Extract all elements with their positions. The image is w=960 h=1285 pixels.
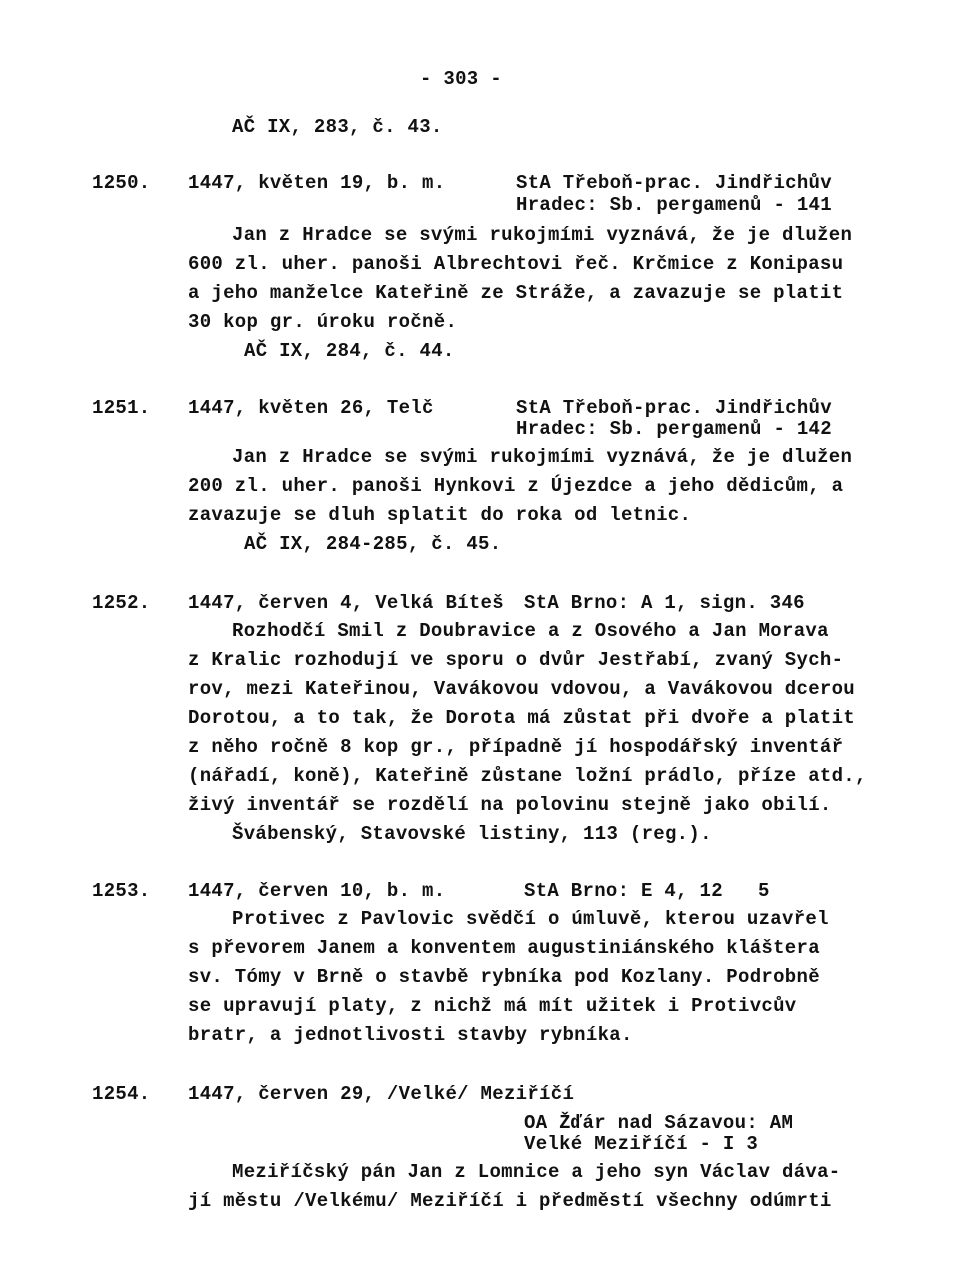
entry-text-line: živý inventář se rozdělí na polovinu stejně jako obilí. <box>188 794 832 816</box>
entry-text-line: Meziříčský pán Jan z Lomnice a jeho syn Václav dáva- <box>232 1161 841 1183</box>
entry-archive-line: StA Brno: A 1, sign. 346 <box>524 592 805 614</box>
entry-text-line: z Kralic rozhodují ve sporu o dvůr Jestřabí, zvaný Sych- <box>188 649 844 671</box>
entry-number: 1251. <box>92 397 151 419</box>
entry-text-line: Protivec z Pavlovic svědčí o úmluvě, kterou uzavřel <box>232 908 829 930</box>
entry-archive-line: StA Třeboň-prac. Jindřichův <box>516 397 832 419</box>
entry-text-line: (nářadí, koně), Kateřině zůstane ložní prádlo, příze atd., <box>188 765 867 787</box>
entry-date-place: 1447, červen 4, Velká Bíteš <box>188 592 504 614</box>
entry-text-line: bratr, a jednotlivosti stavby rybníka. <box>188 1024 633 1046</box>
entry-date-place: 1447, červen 10, b. m. <box>188 880 446 902</box>
entry-archive-line: Hradec: Sb. pergamenů - 142 <box>516 418 832 440</box>
entry-text-line: z něho ročně 8 kop gr., případně jí hospodářský inventář <box>188 736 844 758</box>
entry-archive-line: OA Žďár nad Sázavou: AM <box>524 1112 794 1134</box>
entry-text-line: sv. Tómy v Brně o stavbě rybníka pod Kozlany. Podrobně <box>188 966 820 988</box>
entry-number: 1254. <box>92 1083 151 1105</box>
entry-text-line: rov, mezi Kateřinou, Vavákovou vdovou, a Vavákovou dcerou <box>188 678 856 700</box>
entry-text-line: zavazuje se dluh splatit do roka od letnic. <box>188 504 692 526</box>
entry-archive-line: StA Brno: E 4, 12 5 <box>524 880 770 902</box>
entry-archive-line: Hradec: Sb. pergamenů - 141 <box>516 194 832 216</box>
entry-archive-line: StA Třeboň-prac. Jindřichův <box>516 172 832 194</box>
entry-text-line: jí městu /Velkému/ Meziříčí i předměstí všechny odúmrti <box>188 1190 832 1212</box>
entry-text-line: se upravují platy, z nichž má mít užitek i Protivcův <box>188 995 797 1017</box>
page-number: - 303 - <box>420 68 502 90</box>
entry-reference: Švábenský, Stavovské listiny, 113 (reg.). <box>232 823 712 845</box>
entry-date-place: 1447, květen 19, b. m. <box>188 172 446 194</box>
entry-reference: AČ IX, 284, č. 44. <box>244 340 455 362</box>
entry-text-line: Dorotou, a to tak, že Dorota má zůstat při dvoře a platit <box>188 707 856 729</box>
entry-number: 1252. <box>92 592 151 614</box>
entry-text-line: Jan z Hradce se svými rukojmími vyznává, že je dlužen <box>232 446 853 468</box>
entry-text-line: a jeho manželce Kateřině ze Stráže, a zavazuje se platit <box>188 282 844 304</box>
entry-text-line: Rozhodčí Smil z Doubravice a z Osového a Jan Morava <box>232 620 829 642</box>
entry-text-line: s převorem Janem a konventem augustiniánského kláštera <box>188 937 820 959</box>
entry-text-line: 200 zl. uher. panoši Hynkovi z Újezdce a jeho dědicům, a <box>188 475 844 497</box>
carryover-reference: AČ IX, 283, č. 43. <box>232 116 443 138</box>
entry-text-line: 30 kop gr. úroku ročně. <box>188 311 458 333</box>
entry-number: 1250. <box>92 172 151 194</box>
entry-date-place: 1447, květen 26, Telč <box>188 397 434 419</box>
entry-archive-line: Velké Meziříčí - I 3 <box>524 1133 759 1155</box>
entry-text-line: 600 zl. uher. panoši Albrechtovi řeč. Krčmice z Konipasu <box>188 253 844 275</box>
entry-text-line: Jan z Hradce se svými rukojmími vyznává, že je dlužen <box>232 224 853 246</box>
entry-date-place: 1447, červen 29, /Velké/ Meziříčí <box>188 1083 575 1105</box>
entry-number: 1253. <box>92 880 151 902</box>
entry-reference: AČ IX, 284-285, č. 45. <box>244 533 502 555</box>
